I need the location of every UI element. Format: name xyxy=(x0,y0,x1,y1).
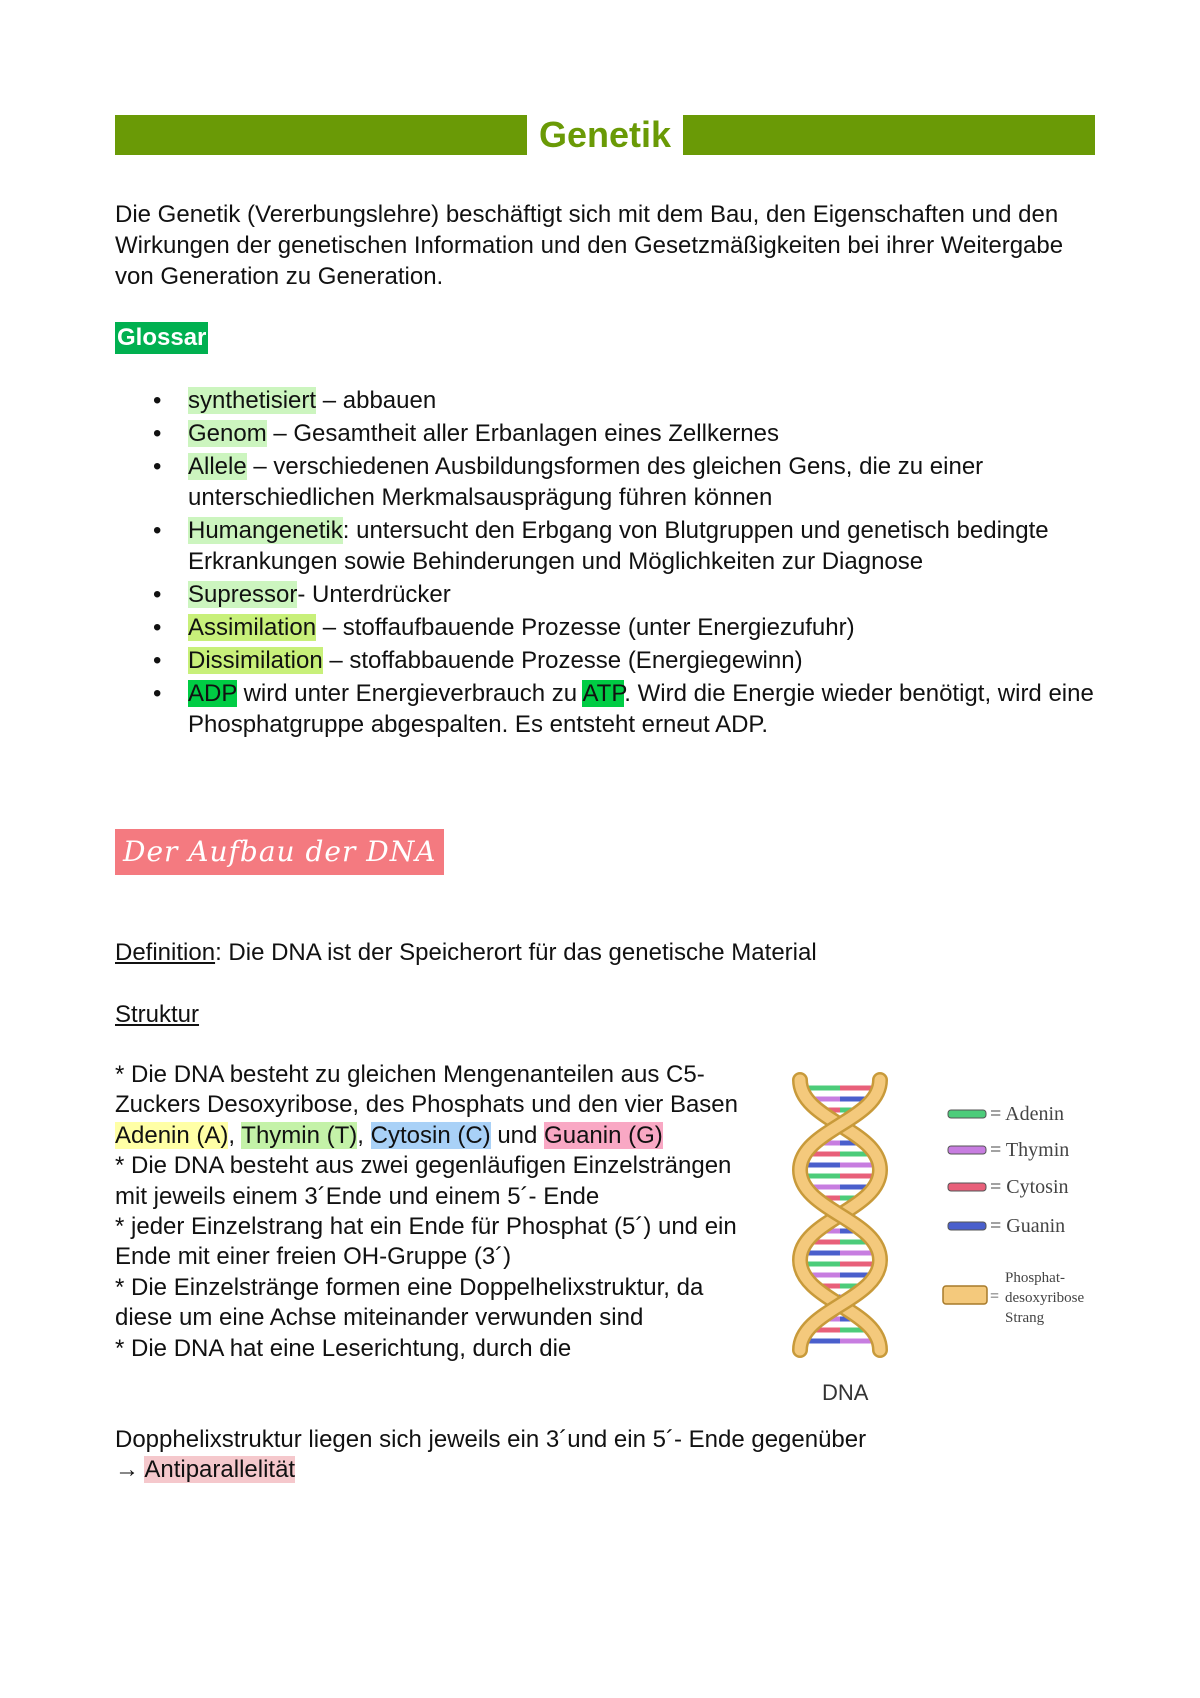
list-item xyxy=(115,579,1095,610)
und-text: und xyxy=(490,1121,545,1149)
definition-text: : Die DNA ist der Speicherort für das genetische Material xyxy=(215,939,817,966)
bullet: • xyxy=(153,420,162,447)
list-item xyxy=(115,678,1095,740)
title-bar-left xyxy=(115,115,527,155)
glossar-term: Dissimilation xyxy=(188,647,323,674)
struktur-p1 xyxy=(115,1060,765,1151)
glossar-text: – stoffaufbauende Prozesse (unter Energiezufuhr) xyxy=(316,614,855,641)
struktur-last xyxy=(115,1425,1015,1486)
list-item xyxy=(115,612,1095,643)
p1-text: * Die DNA besteht zu gleichen Mengenanteilen aus C5- Zuckers Desoxyribose, des Phosphats und den vier Basen xyxy=(115,1061,739,1119)
bullet: • xyxy=(153,614,162,641)
list-item xyxy=(115,385,1095,416)
struktur-p3: * jeder Einzelstrang hat ein Ende für Phosphat (5´) und ein Ende mit einer freien OH-Gruppe (3´) xyxy=(115,1213,737,1271)
glossar-term: Allele xyxy=(188,453,247,480)
glossar-text: – stoffabbauende Prozesse (Energiegewinn) xyxy=(322,647,803,674)
legend-guanin-swatch xyxy=(948,1222,986,1230)
intro-paragraph: Die Genetik (Vererbungslehre) beschäftigt sich mit dem Bau, den Eigenschaften und den Wirkungen der genetischen Information und den Gesetzmäßigkeiten bei ihrer Weitergabe von Generation zu Generation. xyxy=(115,201,1064,290)
legend-strand-label-3: Strang xyxy=(1005,1310,1045,1326)
legend-strand-swatch xyxy=(943,1286,987,1304)
glossar-term: synthetisiert xyxy=(188,387,317,414)
adenin-term: Adenin (A) xyxy=(115,1121,229,1149)
bullet: • xyxy=(153,517,162,544)
glossar-list xyxy=(115,385,1095,742)
list-item xyxy=(115,515,1095,577)
legend-strand-label-2: desoxyribose xyxy=(1005,1290,1085,1306)
comma: , xyxy=(357,1121,371,1149)
struktur-heading: Struktur xyxy=(115,1001,200,1028)
bullet: • xyxy=(153,680,162,707)
glossar-text: – abbauen xyxy=(316,387,437,414)
glossar-heading: Glossar xyxy=(115,322,208,354)
legend-cytosin-swatch xyxy=(948,1183,986,1191)
struktur-p4: * Die Einzelstränge formen eine Doppelhelixstruktur, da diese um eine Achse miteinander verwunden sind xyxy=(115,1273,704,1332)
title-banner xyxy=(115,113,1095,157)
list-item xyxy=(115,418,1095,449)
figure-caption: DNA xyxy=(822,1380,869,1400)
legend-thymin-swatch xyxy=(948,1146,986,1154)
struktur-p2: * Die DNA besteht aus zwei gegenläufigen Einzelsträngen mit jeweils einem 3´Ende und einem 5´- Ende xyxy=(115,1152,732,1210)
cytosin-term: Cytosin (C) xyxy=(370,1121,491,1149)
bullet: • xyxy=(153,647,162,674)
list-item xyxy=(115,451,1095,513)
page-title: Genetik xyxy=(527,113,683,157)
glossar-text: - Unterdrücker xyxy=(297,581,451,608)
struktur-p5b: Dopphelixstruktur liegen sich jeweils ein 3´und ein 5´- Ende gegenüber xyxy=(115,1426,867,1453)
legend-thymin: = Thymin xyxy=(990,1139,1070,1161)
bullet: • xyxy=(153,387,162,414)
legend-guanin: = Guanin xyxy=(990,1215,1066,1237)
glossar-text: : untersucht den Erbgang von Blutgruppen und genetisch bedingte Erkrankungen sowie Behinderungen und Möglichkeiten zur Diagnose xyxy=(188,517,1049,575)
struktur-body xyxy=(115,1060,765,1364)
arrow-icon: → xyxy=(115,1456,145,1484)
list-item xyxy=(115,645,1095,676)
definition-label: Definition xyxy=(115,939,216,966)
legend-adenin: = Adenin xyxy=(990,1103,1065,1125)
glossar-term-2: ATP xyxy=(582,680,625,707)
glossar-term: Assimilation xyxy=(188,614,317,641)
dna-section-heading: Der Aufbau der DNA xyxy=(115,829,444,875)
strand-b-fill xyxy=(800,1080,880,1350)
glossar-term: Humangenetik xyxy=(188,517,343,544)
thymin-term: Thymin (T) xyxy=(241,1121,358,1149)
bullet: • xyxy=(153,453,162,480)
legend-adenin-swatch xyxy=(948,1110,986,1118)
dna-helix-figure xyxy=(780,1070,1110,1400)
legend-strand-eq: = xyxy=(990,1288,1000,1305)
legend-strand-label-1: Phosphat- xyxy=(1005,1270,1065,1286)
glossar-text: wird unter Energieverbrauch zu xyxy=(236,680,583,707)
glossar-term: Supressor xyxy=(188,581,298,608)
definition-line xyxy=(115,937,817,968)
legend-cytosin: = Cytosin xyxy=(990,1176,1069,1198)
guanin-term: Guanin (G) xyxy=(544,1121,663,1149)
antiparallel-term: Antiparallelität xyxy=(144,1456,296,1484)
bullet: • xyxy=(153,581,162,608)
glossar-term: ADP xyxy=(188,680,237,707)
comma: , xyxy=(228,1121,242,1149)
glossar-text: – Gesamtheit aller Erbanlagen eines Zellkernes xyxy=(266,420,779,447)
title-bar-right xyxy=(683,115,1095,155)
glossar-term: Genom xyxy=(188,420,267,447)
glossar-text-2: . Wird die Energie wieder benötigt, wird eine Phosphatgruppe abgespalten. Es entsteht erneut ADP. xyxy=(188,680,1094,738)
glossar-text: – verschiedenen Ausbildungsformen des gleichen Gens, die zu einer unterschiedlichen Merkmalsausprägung führen können xyxy=(188,453,984,511)
antiparallel-line xyxy=(115,1455,1015,1485)
struktur-p5a: * Die DNA hat eine Leserichtung, durch die xyxy=(115,1334,572,1362)
